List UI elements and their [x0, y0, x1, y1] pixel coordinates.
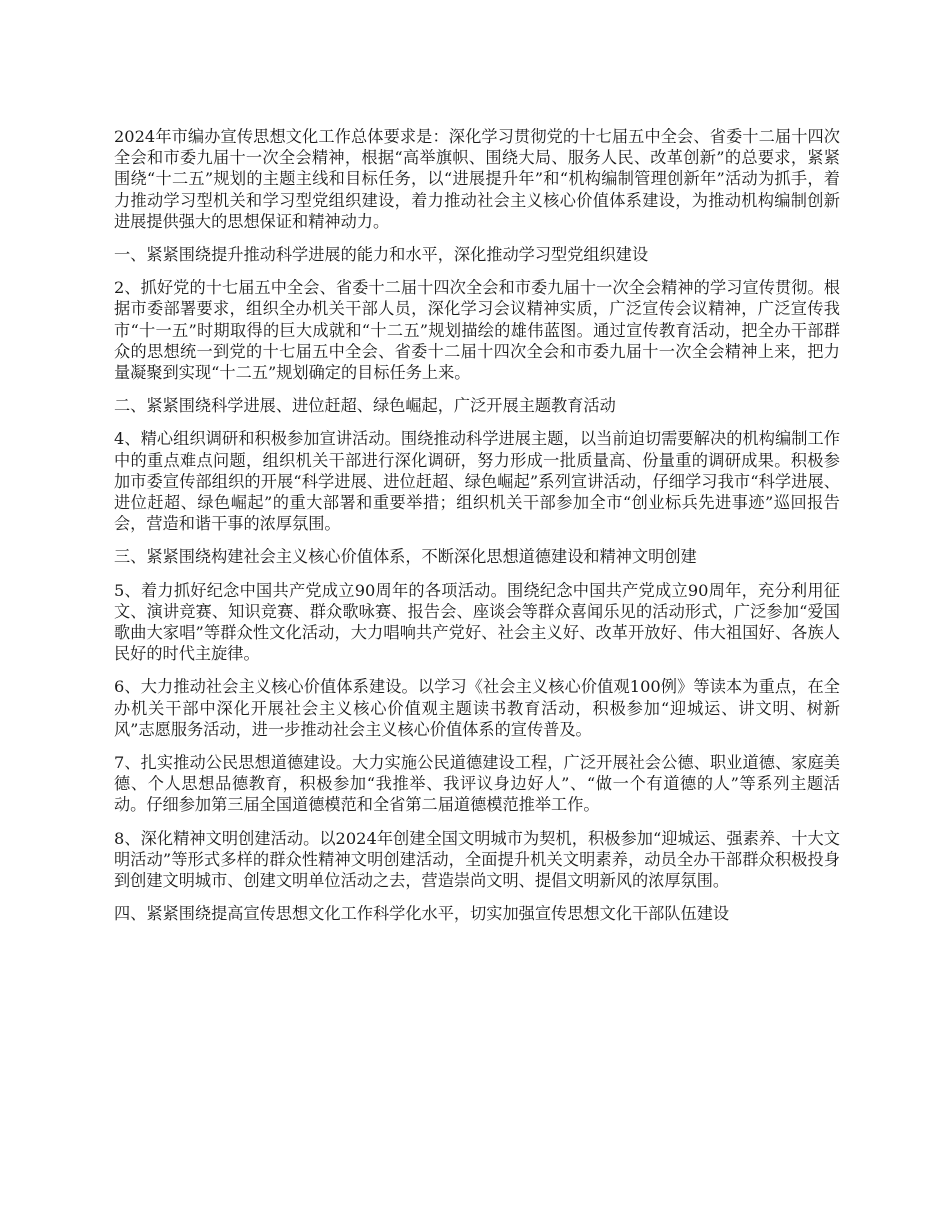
item-paragraph-8: 8、深化精神文明创建活动。以2024年创建全国文明城市为契机，积极参加“迎城运、强素养、十大文明活动”等形式多样的群众性精神文明创建活动，全面提升机关文明素养，动员全办干部群众积极投身到创建文明城市、创建文明单位活动之去，营造崇尚文明、提倡文明新风的浓厚氛围。 — [114, 828, 840, 891]
document-body — [114, 126, 840, 937]
intro-paragraph: 2024年市编办宣传思想文化工作总体要求是：深化学习贯彻党的十七届五中全会、省委十二届十四次全会和市委九届十一次全会精神，根据“高举旗帜、围绕大局、服务人民、改革创新”的总要求，紧紧围绕“十二五”规划的主题主线和目标任务，以“进展提升年”和“机构编制管理创新年”活动为抓手，着力推动学习型机关和学习型党组织建设，着力推动社会主义核心价值体系建设，为推动机构编制创新进展提供强大的思想保证和精神动力。 — [114, 127, 840, 231]
item-paragraph-5: 5、着力抓好纪念中国共产党成立90周年的各项活动。围绕纪念中国共产党成立90周年，充分利用征文、演讲竞赛、知识竞赛、群众歌咏赛、报告会、座谈会等群众喜闻乐见的活动形式，广泛参加“爱国歌曲大家唱”等群众性文化活动，大力唱响共产党好、社会主义好、改革开放好、伟大祖国好、各族人民好的时代主旋律。 — [114, 580, 840, 664]
section-heading-4: 四、紧紧围绕提高宣传思想文化工作科学化水平，切实加强宣传思想文化干部队伍建设 — [114, 904, 730, 924]
item-paragraph-2: 2、抓好党的十七届五中全会、省委十二届十四次全会和市委九届十一次全会精神的学习宣传贯彻。根据市委部署要求，组织全办机关干部人员，深化学习会议精神实质，广泛宣传会议精神，广泛宣传我市“十一五”时期取得的巨大成就和“十二五”规划描绘的雄伟蓝图。通过宣传教育活动，把全办干部群众的思想统一到党的十七届五中全会、省委十二届十四次全会和市委九届十一次全会精神上来，把力量凝聚到实现“十二五”规划确定的目标任务上来。 — [114, 278, 840, 383]
section-heading-2: 二、紧紧围绕科学进展、进位赶超、绿色崛起，广泛开展主题教育活动 — [114, 396, 616, 416]
item-paragraph-7: 7、扎实推动公民思想道德建设。大力实施公民道德建设工程，广泛开展社会公德、职业道德、家庭美德、个人思想品德教育，积极参加“我推举、我评议身边好人”、“做一个有道德的人”等系列主题活动。仔细参加第三届全国道德模范和全省第二届道德模范推举工作。 — [114, 753, 840, 815]
section-heading-3: 三、紧紧围绕构建社会主义核心价值体系，不断深化思想道德建设和精神文明创建 — [114, 547, 697, 567]
section-heading-1: 一、紧紧围绕提升推动科学进展的能力和水平，深化推动学习型党组织建设 — [114, 245, 649, 265]
item-paragraph-4: 4、精心组织调研和积极参加宣讲活动。围绕推动科学进展主题，以当前迫切需要解决的机构编制工作中的重点难点问题，组织机关干部进行深化调研，努力形成一批质量高、份量重的调研成果。积极参加市委宣传部组织的开展“科学进展、进位赶超、绿色崛起”系列宣讲活动，仔细学习我市“科学进展、进位赶超、绿色崛起”的重大部署和重要举措；组织机关干部参加全市“创业标兵先进事迹”巡回报告会，营造和谐干事的浓厚氛围。 — [114, 429, 840, 534]
item-paragraph-6: 6、大力推动社会主义核心价值体系建设。以学习《社会主义核心价值观100例》等读本为重点，在全办机关干部中深化开展社会主义核心价值观主题读书教育活动，积极参加“迎城运、讲文明、树新风”志愿服务活动，进一步推动社会主义核心价值体系的宣传普及。 — [114, 677, 840, 739]
